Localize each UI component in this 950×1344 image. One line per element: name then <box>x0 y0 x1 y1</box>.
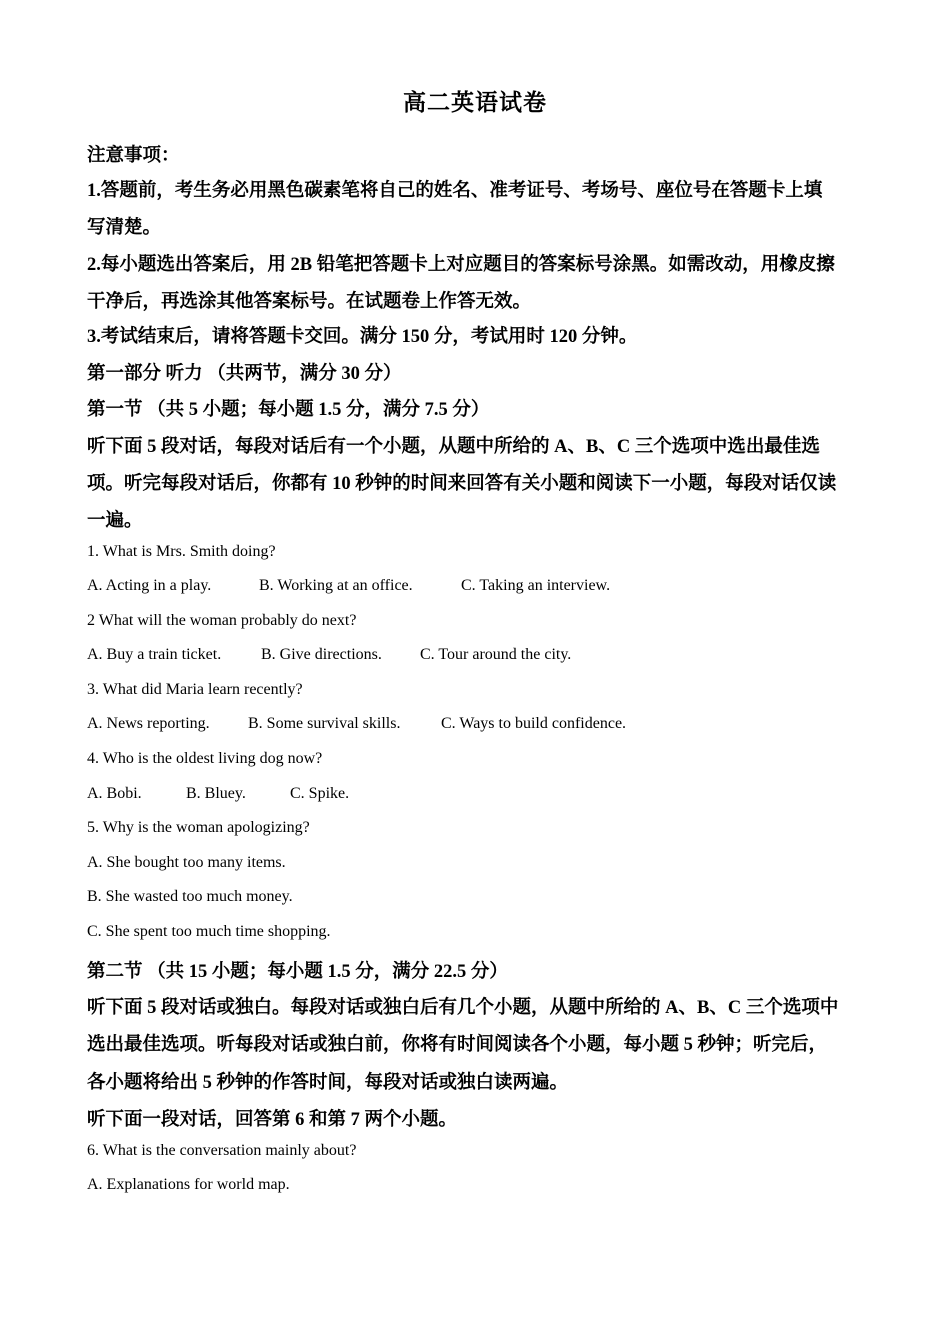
question-3-stem: 3. What did Maria learn recently? <box>87 681 303 698</box>
question-3-options <box>87 715 626 733</box>
question-5-option-a: A. She bought too many items. <box>87 854 286 871</box>
question-1-option-a: A. Acting in a play. <box>87 577 212 594</box>
section2-instruction-line-2: 选出最佳选项。听每段对话或独白前，你将有时间阅读各个小题，每小题 5 秒钟；听完后， <box>87 1035 828 1055</box>
question-1-options <box>87 577 610 595</box>
question-1-option-c: C. Taking an interview. <box>461 577 611 594</box>
notice-item-1-line-1: 1.答题前，考生务必用黑色碳素笔将自己的姓名、准考证号、考场号、座位号在答题卡上填 <box>87 181 823 201</box>
question-4-options <box>87 785 349 803</box>
question-2-stem: 2 What will the woman probably do next? <box>87 612 357 629</box>
question-6-stem: 6. What is the conversation mainly about? <box>87 1142 357 1159</box>
section2-heading: 第二节 （共 15 小题；每小题 1.5 分，满分 22.5 分） <box>87 962 508 982</box>
question-3-option-c: C. Ways to build confidence. <box>441 715 627 732</box>
section1-instruction-line-3: 一遍。 <box>87 511 143 531</box>
page-title: 高二英语试卷 <box>403 90 547 115</box>
notice-item-1-line-2: 写清楚。 <box>87 218 162 238</box>
section2-instruction-line-1: 听下面 5 段对话或独白。每段对话或独白后有几个小题，从题中所给的 A、B、C 三个选项中 <box>87 998 839 1018</box>
question-2-option-c: C. Tour around the city. <box>420 646 572 663</box>
question-4-stem: 4. Who is the oldest living dog now? <box>87 750 323 767</box>
section2-sub-instruction: 听下面一段对话，回答第 6 和第 7 两个小题。 <box>87 1110 458 1130</box>
question-4-option-c: C. Spike. <box>290 785 350 802</box>
part1-heading: 第一部分 听力 （共两节，满分 30 分） <box>87 364 402 384</box>
notice-item-3: 3.考试结束后，请将答题卡交回。满分 150 分，考试用时 120 分钟。 <box>87 327 638 347</box>
question-5-option-b: B. She wasted too much money. <box>87 888 293 905</box>
section1-instruction-line-2: 项。听完每段对话后，你都有 10 秒钟的时间来回答有关小题和阅读下一小题，每段对话仅读 <box>87 474 837 494</box>
section1-instruction-line-1: 听下面 5 段对话，每段对话后有一个小题，从题中所给的 A、B、C 三个选项中选出最佳选 <box>87 437 820 457</box>
question-1-option-b: B. Working at an office. <box>259 577 413 594</box>
section1-heading: 第一节 （共 5 小题；每小题 1.5 分，满分 7.5 分） <box>87 400 490 420</box>
question-1-stem: 1. What is Mrs. Smith doing? <box>87 543 276 560</box>
notice-item-2-line-2: 干净后，再选涂其他答案标号。在试题卷上作答无效。 <box>87 292 532 312</box>
notice-item-2-line-1: 2.每小题选出答案后，用 2B 铅笔把答题卡上对应题目的答案标号涂黑。如需改动，用橡皮擦 <box>87 255 835 275</box>
question-5-stem: 5. Why is the woman apologizing? <box>87 819 310 836</box>
question-5-option-c: C. She spent too much time shopping. <box>87 923 331 940</box>
question-2-option-a: A. Buy a train ticket. <box>87 646 222 663</box>
question-4-option-a: A. Bobi. <box>87 785 142 802</box>
question-3-option-b: B. Some survival skills. <box>248 715 401 732</box>
section2-instruction-line-3: 各小题将给出 5 秒钟的作答时间，每段对话或独白读两遍。 <box>87 1073 569 1093</box>
question-2-option-b: B. Give directions. <box>261 646 382 663</box>
notice-heading: 注意事项： <box>87 146 180 166</box>
question-2-options <box>87 646 571 664</box>
question-6-option-a: A. Explanations for world map. <box>87 1176 290 1193</box>
question-3-option-a: A. News reporting. <box>87 715 210 732</box>
question-4-option-b: B. Bluey. <box>186 785 246 802</box>
